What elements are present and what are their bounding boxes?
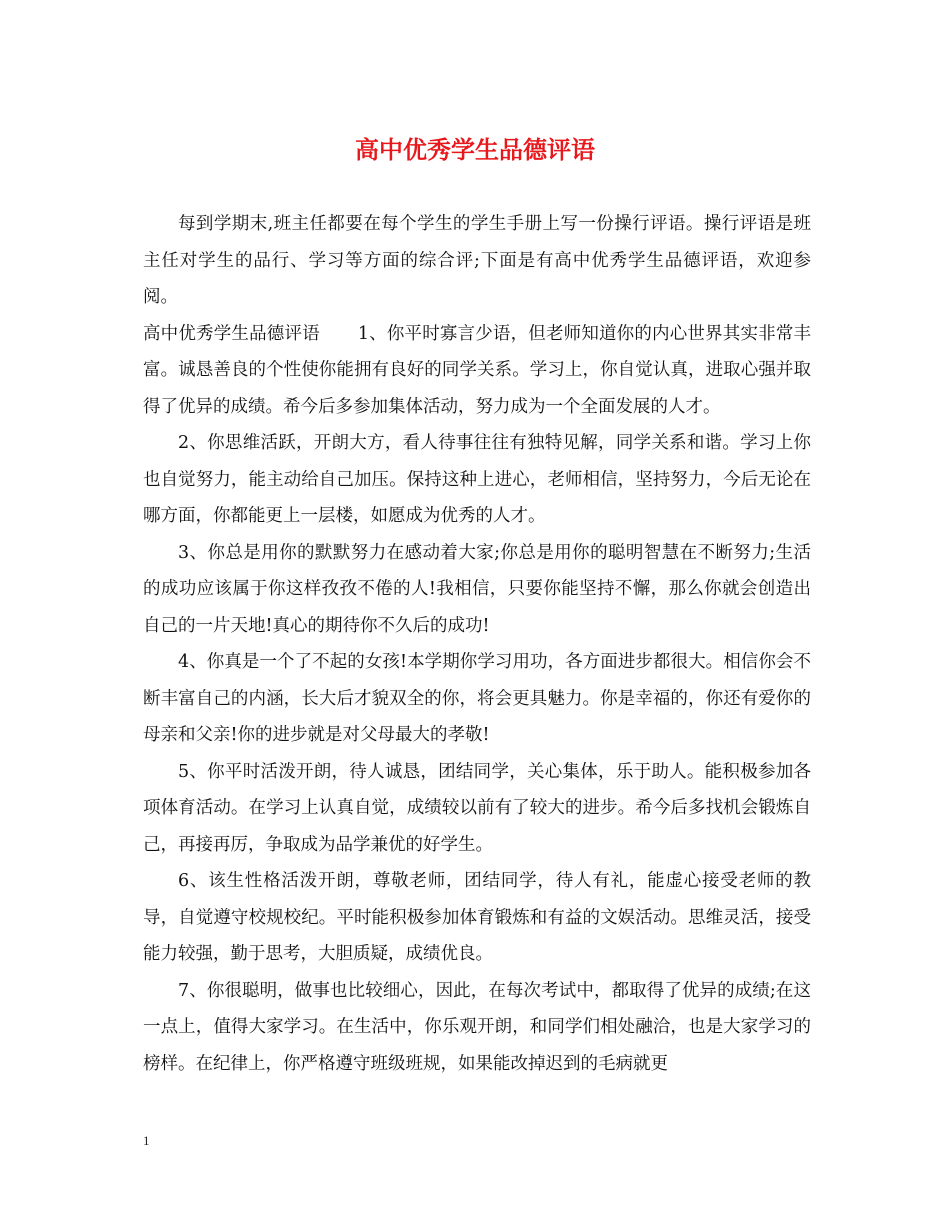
comment-item-6: 6、该生性格活泼开朗，尊敬老师，团结同学，待人有礼，能虚心接受老师的教导，自觉遵守校规校纪。平时能积极参加体育锻炼和有益的文娱活动。思维灵活，接受能力较强，勤于思考，大胆质疑，成绩优良。	[143, 871, 811, 964]
comment-item-3: 3、你总是用你的默默努力在感动着大家;你总是用你的聪明智慧在不断努力;生活的成功应该属于你这样孜孜不倦的人!我相信，只要你能坚持不懈，那么你就会创造出自己的一片天地!真心的期待你不久后的成功!	[143, 542, 811, 636]
comment-item-7: 7、你很聪明，做事也比较细心，因此，在每次考试中，都取得了优异的成绩;在这一点上，值得大家学习。在生活中，你乐观开朗，和同学们相处融洽，也是大家学习的榜样。在纪律上，你严格遵守班级班规，如果能改掉迟到的毛病就更	[143, 980, 811, 1074]
page-number: 1	[143, 1133, 150, 1148]
comment-item-4: 4、你真是一个了不起的女孩!本学期你学习用功，各方面进步都很大。相信你会不断丰富自己的内涵，长大后才貌双全的你，将会更具魅力。你是幸福的，你还有爱你的母亲和父亲!你的进步就是对父母最大的孝敬!	[143, 652, 811, 745]
document-body	[143, 206, 811, 1082]
first-item-paragraph	[143, 316, 811, 426]
page-title: 高中优秀学生品德评语	[355, 135, 595, 164]
intro-paragraph: 每到学期末,班主任都要在每个学生的学生手册上写一份操行评语。操行评语是班主任对学生的品行、学习等方面的综合评;下面是有高中优秀学生品德评语，欢迎参阅。	[143, 214, 811, 307]
comment-item-1: 1、你平时寡言少语，但老师知道你的内心世界其实非常丰富。诚恳善良的个性使你能拥有良好的同学关系。学习上，你自觉认真，进取心强并取得了优异的成绩。希今后多参加集体活动，努力成为一个全面发展的人才。	[143, 323, 812, 417]
comment-item-5: 5、你平时活泼开朗，待人诚恳，团结同学，关心集体，乐于助人。能积极参加各项体育活动。在学习上认真自觉，成绩较以前有了较大的进步。希今后多找机会锻炼自己，再接再厉，争取成为品学兼优的好学生。	[143, 761, 811, 855]
section-heading: 高中优秀学生品德评语	[143, 323, 320, 344]
comment-item-2: 2、你思维活跃，开朗大方，看人待事往往有独特见解，同学关系和谐。学习上你也自觉努力，能主动给自己加压。保持这种上进心，老师相信，坚持努力，今后无论在哪方面，你都能更上一层楼，如愿成为优秀的人才。	[143, 433, 811, 526]
